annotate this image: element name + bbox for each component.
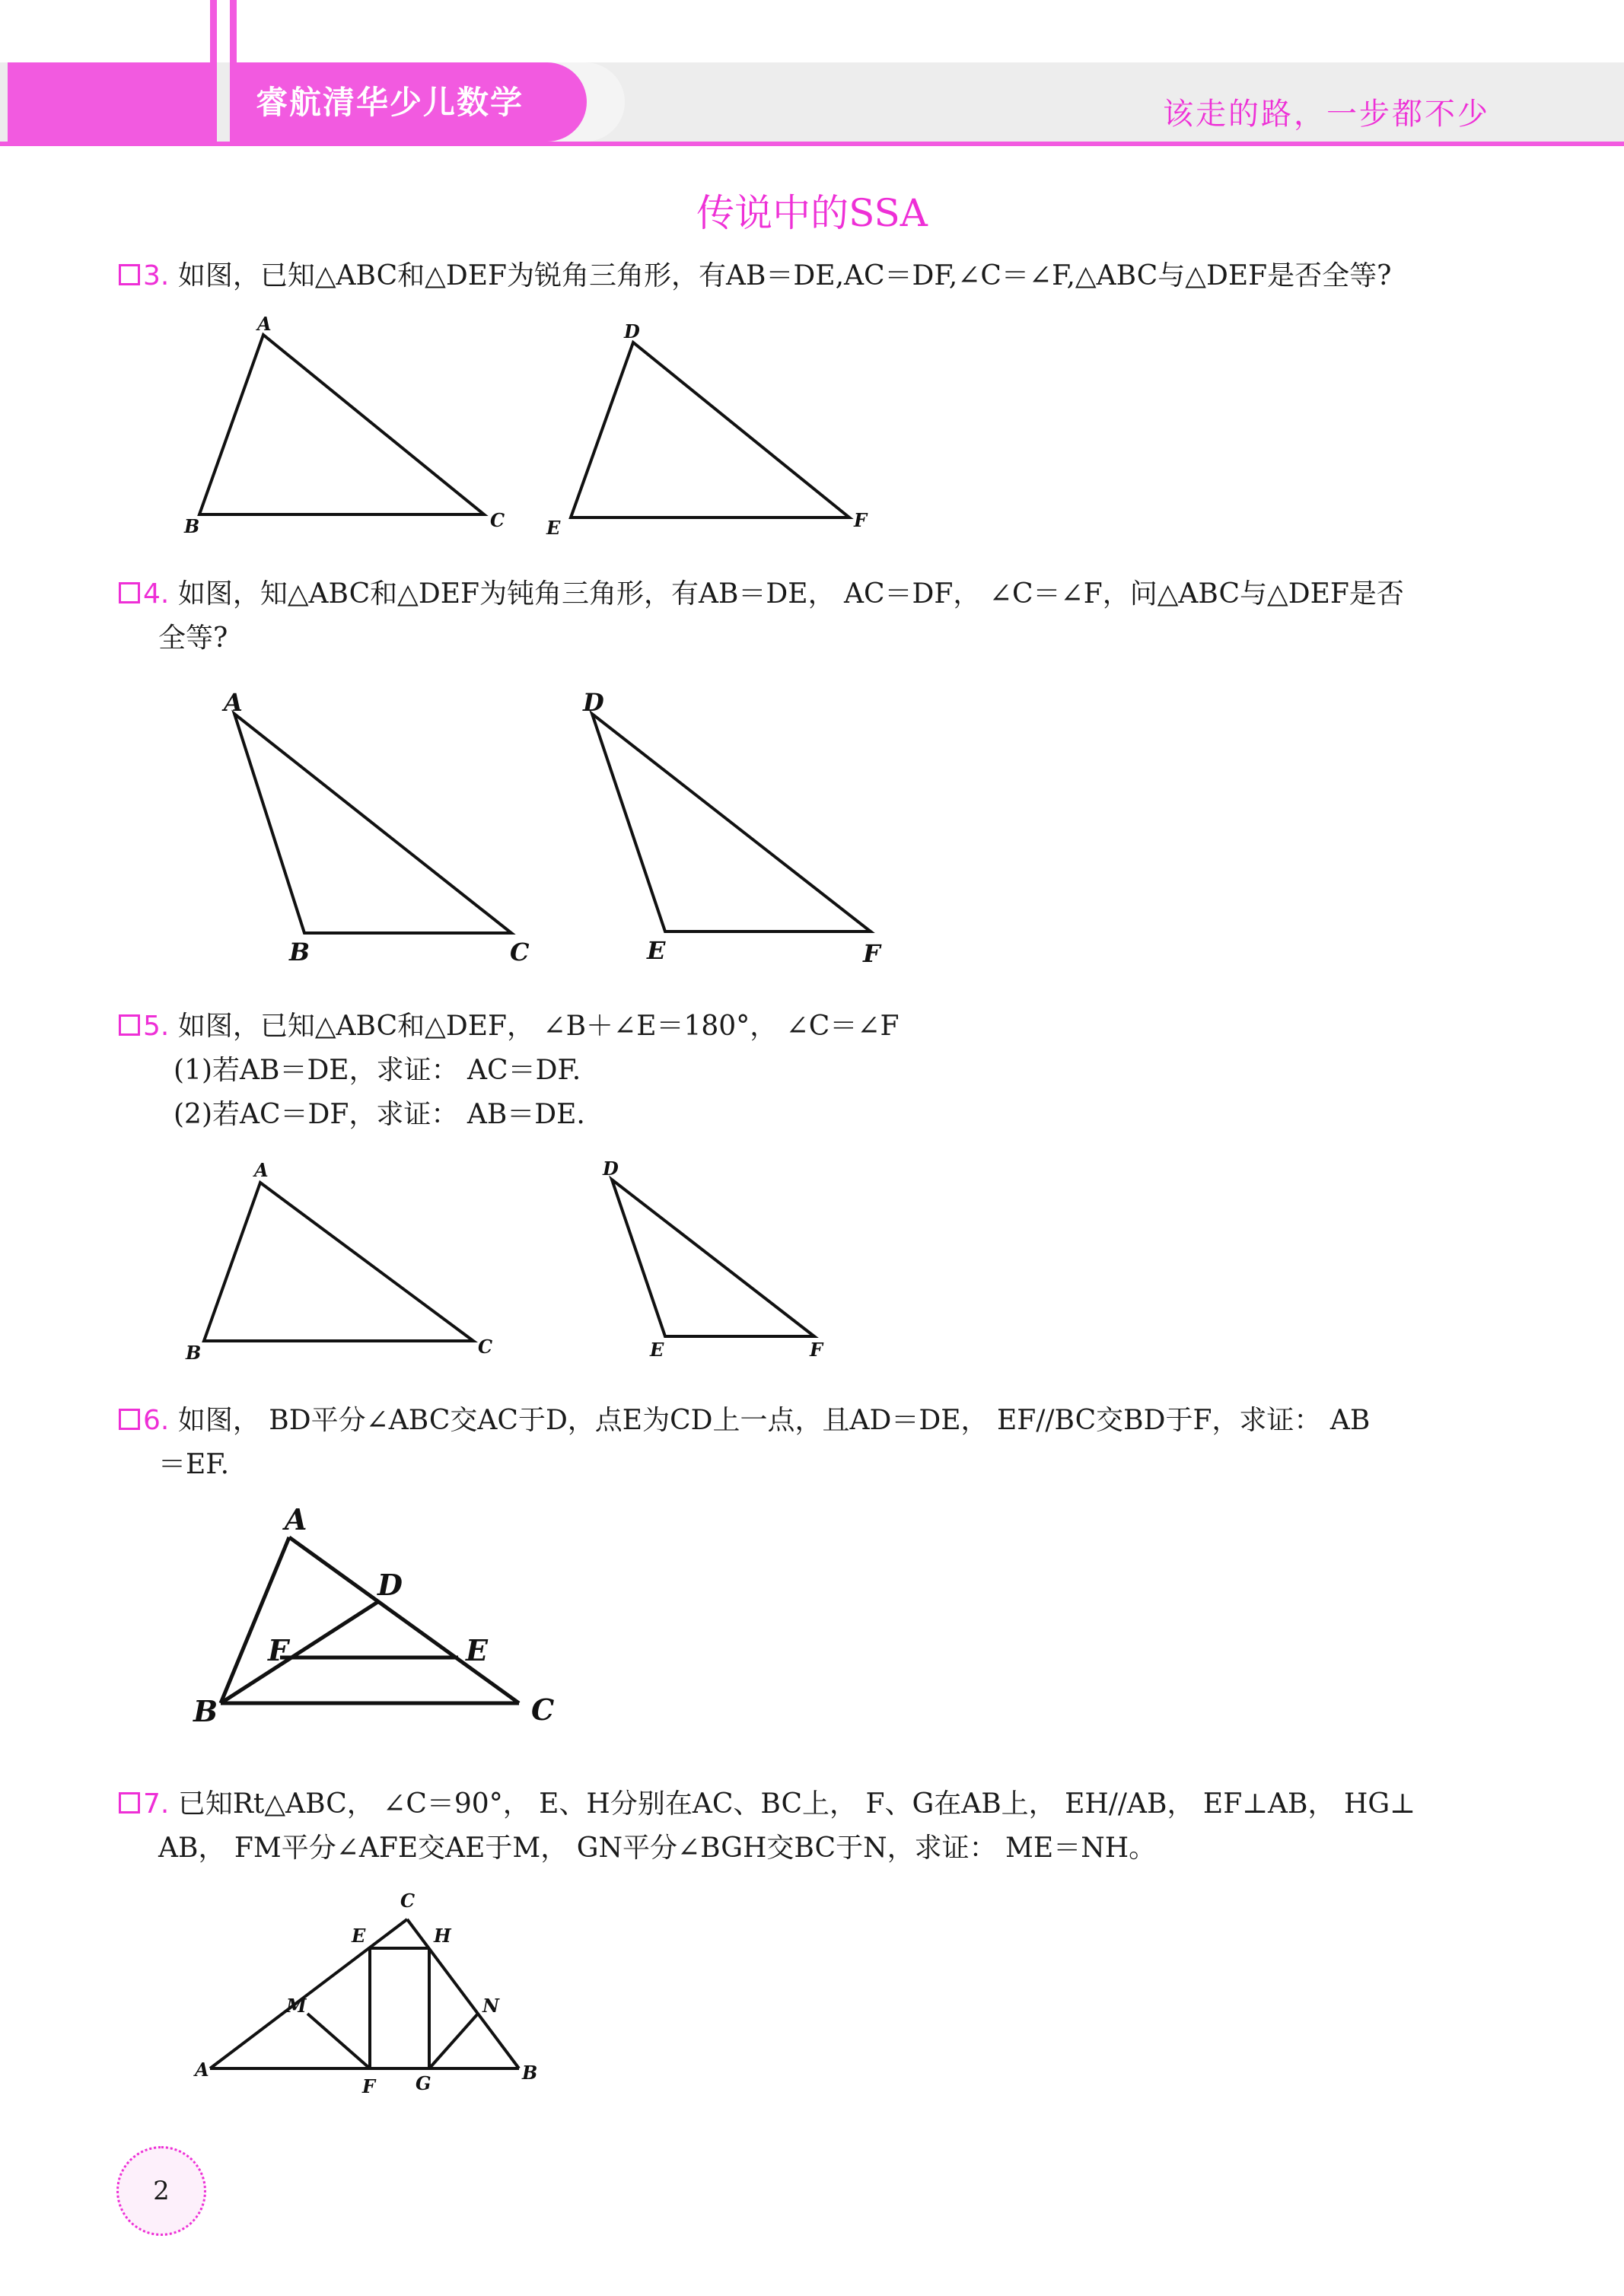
brand-name: 睿航清华少儿数学 — [256, 84, 524, 121]
checkbox-icon — [119, 264, 140, 285]
header-vertical-bar — [210, 0, 217, 146]
problem-7-number: 7. — [119, 1788, 169, 1820]
problem-4-line-2: 全等? — [158, 623, 228, 654]
figure-label: H — [434, 1925, 451, 1947]
figure-label: B — [522, 2062, 538, 2084]
figure-label: C — [510, 938, 530, 966]
figure-label: B — [289, 938, 310, 966]
figure-label: D — [624, 320, 640, 342]
problem-3-figure — [167, 304, 898, 548]
problem-6-figure — [183, 1499, 578, 1743]
problem-5-number: 5. — [119, 1011, 169, 1042]
header-left-block — [8, 62, 210, 142]
problem-4-number: 4. — [119, 578, 169, 610]
figure-label: M — [286, 1995, 307, 2017]
checkbox-icon — [119, 1409, 140, 1430]
figure-label: A — [257, 313, 272, 335]
figure-label: F — [362, 2075, 376, 2097]
figure-label: C — [490, 509, 505, 531]
figure-label: C — [531, 1693, 555, 1727]
figure-label: D — [603, 1158, 619, 1180]
figure-label: E — [650, 1339, 664, 1361]
slogan: 该走的路，一步都不少 — [1163, 97, 1490, 132]
problem-5-text: 如图，已知△ABC和△DEF， ∠B＋∠E＝180°， ∠C＝∠F — [177, 1011, 900, 1042]
figure-label: C — [400, 1890, 416, 1912]
problem-5-line-1 — [119, 1005, 900, 1049]
figure-label: A — [254, 1159, 269, 1181]
checkbox-icon — [119, 582, 140, 603]
figure-label: G — [416, 2072, 431, 2094]
problem-3-number: 3. — [119, 260, 169, 291]
problem-7-line-1 — [119, 1782, 1415, 1826]
problem-7-figure — [183, 1880, 563, 2108]
problem-5-line-2: (1)若AB＝DE，求证： AC＝DF. — [174, 1055, 581, 1086]
figure-label: E — [647, 936, 666, 965]
problem-6-line-1 — [119, 1399, 1370, 1443]
figure-label: E — [466, 1633, 488, 1667]
problem-5-figure — [175, 1149, 860, 1385]
figure-label: E — [352, 1925, 366, 1947]
problem-4-figure — [213, 677, 898, 974]
header-rule — [0, 142, 1624, 146]
figure-label: F — [854, 509, 868, 531]
header-vertical-bar — [230, 0, 237, 146]
figure-label: B — [193, 1694, 218, 1728]
checkbox-icon — [119, 1792, 140, 1814]
problem-6-text: 如图， BD平分∠ABC交AC于D，点E为CD上一点，且AD＝DE， EF//BC交BD于F，求证： AB — [177, 1405, 1371, 1436]
figure-label: B — [184, 515, 200, 537]
figure-label: D — [377, 1568, 403, 1602]
problem-5-line-3: (2)若AC＝DF，求证： AB＝DE. — [174, 1099, 585, 1130]
figure-label: B — [186, 1342, 202, 1364]
figure-label: D — [583, 688, 604, 717]
problem-4-text: 如图，知△ABC和△DEF为钝角三角形，有AB＝DE， AC＝DF， ∠C＝∠F，问△ABC与△DEF是否 — [177, 578, 1404, 610]
problem-3-line-1 — [119, 254, 1391, 298]
page-title: 传说中的SSA — [696, 191, 928, 235]
figure-label: E — [546, 517, 561, 539]
problem-3-text: 如图，已知△ABC和△DEF为锐角三角形，有AB＝DE,AC＝DF,∠C＝∠F,△ABC与△DEF是否全等? — [177, 260, 1392, 291]
figure-label: F — [863, 939, 880, 968]
checkbox-icon — [119, 1014, 140, 1036]
problem-7-line-2: AB， FM平分∠AFE交AE于M， GN平分∠BGH交BC于N，求证： ME＝NH。 — [158, 1833, 1157, 1864]
problem-6-number: 6. — [119, 1405, 169, 1436]
figure-label: A — [195, 2059, 209, 2081]
figure-label: A — [224, 688, 243, 717]
figure-label: A — [285, 1502, 307, 1537]
problem-7-text: 已知Rt△ABC， ∠C＝90°， E、H分别在AC、BC上， F、G在AB上， EH//AB， EF⊥AB， HG⊥ — [177, 1788, 1415, 1820]
figure-label: C — [478, 1336, 493, 1358]
problem-4-line-1 — [119, 572, 1404, 616]
problem-6-line-2: ＝EF. — [158, 1449, 230, 1480]
figure-label: F — [268, 1633, 288, 1667]
figure-label: N — [482, 1995, 499, 2017]
figure-label: F — [810, 1339, 823, 1361]
page-number: 2 — [153, 2176, 170, 2206]
